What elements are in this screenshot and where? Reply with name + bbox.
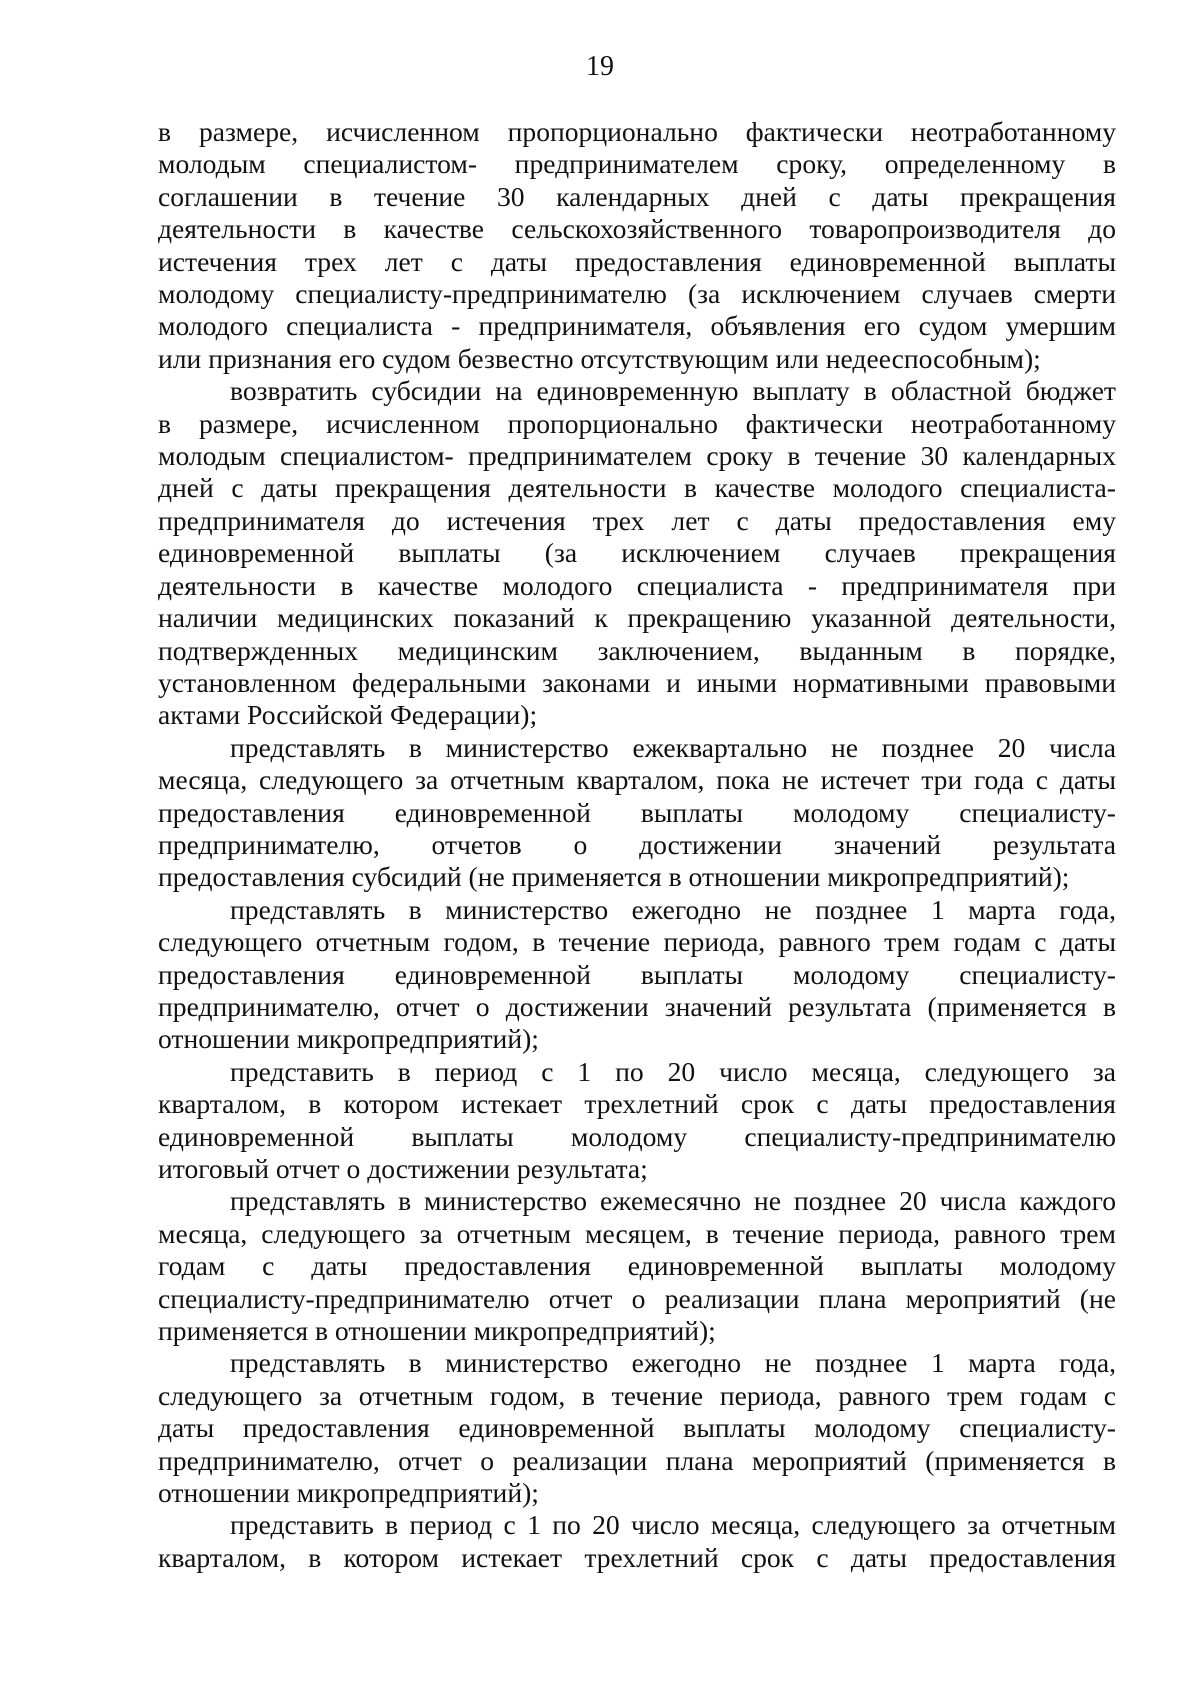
text-line: месяца, следующего за отчетным кварталом, пока не истечет три года с даты	[158, 764, 1116, 796]
paragraph	[158, 375, 1116, 731]
text-line: предпринимателю, отчет о достижении значений результата (применяется в	[158, 990, 1116, 1022]
page-number: 19	[586, 51, 614, 82]
text-line: представить в период с 1 по 20 число месяца, следующего за отчетным	[230, 1509, 1116, 1541]
text-line: представлять в министерство ежемесячно не позднее 20 числа каждого	[230, 1185, 1116, 1217]
text-line: предпринимателя до истечения трех лет с даты предоставления ему	[158, 504, 1116, 536]
text-line: итоговый отчет о достижении результата;	[158, 1153, 648, 1184]
text-line: дней с даты прекращения деятельности в качестве молодого специалиста-	[158, 472, 1116, 504]
text-line: предпринимателю, отчетов о достижении значений результата	[158, 828, 1116, 860]
text-line: отношении микропредприятий);	[158, 1477, 539, 1509]
text-line: представлять в министерство ежегодно не позднее 1 марта года,	[230, 893, 1116, 925]
text-line: соглашении в течение 30 календарных дней с даты прекращения	[158, 180, 1116, 212]
text-line: представлять в министерство ежегодно не позднее 1 марта года,	[230, 1347, 1116, 1379]
paragraph	[158, 1056, 1116, 1186]
text-line: деятельности в качестве сельскохозяйственного товаропроизводителя до	[158, 213, 1116, 245]
text-line: отношении микропредприятий);	[158, 1023, 539, 1055]
text-line: единовременной выплаты (за исключением случаев прекращения	[158, 537, 1116, 569]
text-line: годам с даты предоставления единовременной выплаты молодому	[158, 1250, 1116, 1282]
text-line: установленном федеральными законами и иными нормативными правовыми	[158, 666, 1116, 698]
text-line: специалисту-предпринимателю отчет о реализации плана мероприятий (не	[158, 1282, 1116, 1314]
text-line: единовременной выплаты молодому специалисту-предпринимателю	[158, 1120, 1116, 1152]
paragraph	[158, 1185, 1116, 1347]
text-line: кварталом, в котором истекает трехлетний срок с даты предоставления	[158, 1088, 1116, 1120]
paragraph	[158, 116, 1116, 375]
text-line: следующего за отчетным годом, в течение периода, равного трем годам с	[158, 1379, 1116, 1411]
text-line: возвратить субсидии на единовременную выплату в областной бюджет	[230, 375, 1116, 407]
text-line: месяца, следующего за отчетным месяцем, в течение периода, равного трем	[158, 1217, 1116, 1249]
text-line: молодым специалистом- предпринимателем сроку, определенному в	[158, 148, 1116, 180]
text-line: в размере, исчисленном пропорционально фактически неотработанному	[158, 407, 1116, 439]
text-line: истечения трех лет с даты предоставления единовременной выплаты	[158, 245, 1116, 277]
text-line: актами Российской Федерации);	[158, 699, 538, 731]
text-line: в размере, исчисленном пропорционально фактически неотработанному	[158, 116, 1116, 147]
text-line: подтвержденных медицинским заключением, выданным в порядке,	[158, 634, 1116, 666]
text-line: или признания его судом безвестно отсутствующим или недееспособным);	[158, 342, 1041, 374]
text-line: молодым специалистом- предпринимателем сроку в течение 30 календарных	[158, 440, 1116, 472]
paragraph	[158, 1347, 1116, 1509]
text-line: даты предоставления единовременной выплаты молодому специалисту-	[158, 1412, 1116, 1444]
text-line: представить в период с 1 по 20 число месяца, следующего за	[230, 1055, 1116, 1087]
text-line: кварталом, в котором истекает трехлетний срок с даты предоставления	[158, 1541, 1116, 1573]
paragraph	[158, 1509, 1116, 1574]
text-line: применяется в отношении микропредприятий);	[158, 1315, 716, 1347]
paragraph	[158, 894, 1116, 1056]
text-line: наличии медицинских показаний к прекращению указанной деятельности,	[158, 602, 1116, 634]
text-line: молодого специалиста - предпринимателя, объявления его судом умершим	[158, 310, 1116, 342]
text-line: следующего отчетным годом, в течение периода, равного трем годам с даты	[158, 926, 1116, 958]
paragraph	[158, 732, 1116, 894]
text-line: предоставления единовременной выплаты молодому специалисту-	[158, 796, 1116, 828]
text-line: молодому специалисту-предпринимателю (за исключением случаев смерти	[158, 278, 1116, 310]
text-line: деятельности в качестве молодого специалиста - предпринимателя при	[158, 569, 1116, 601]
text-line: предпринимателю, отчет о реализации плана мероприятий (применяется в	[158, 1444, 1116, 1476]
document-body	[158, 116, 1116, 1574]
text-line: предоставления единовременной выплаты молодому специалисту-	[158, 958, 1116, 990]
text-line: предоставления субсидий (не применяется в отношении микропредприятий);	[158, 861, 1070, 893]
text-line: представлять в министерство ежеквартально не позднее 20 числа	[230, 731, 1116, 763]
